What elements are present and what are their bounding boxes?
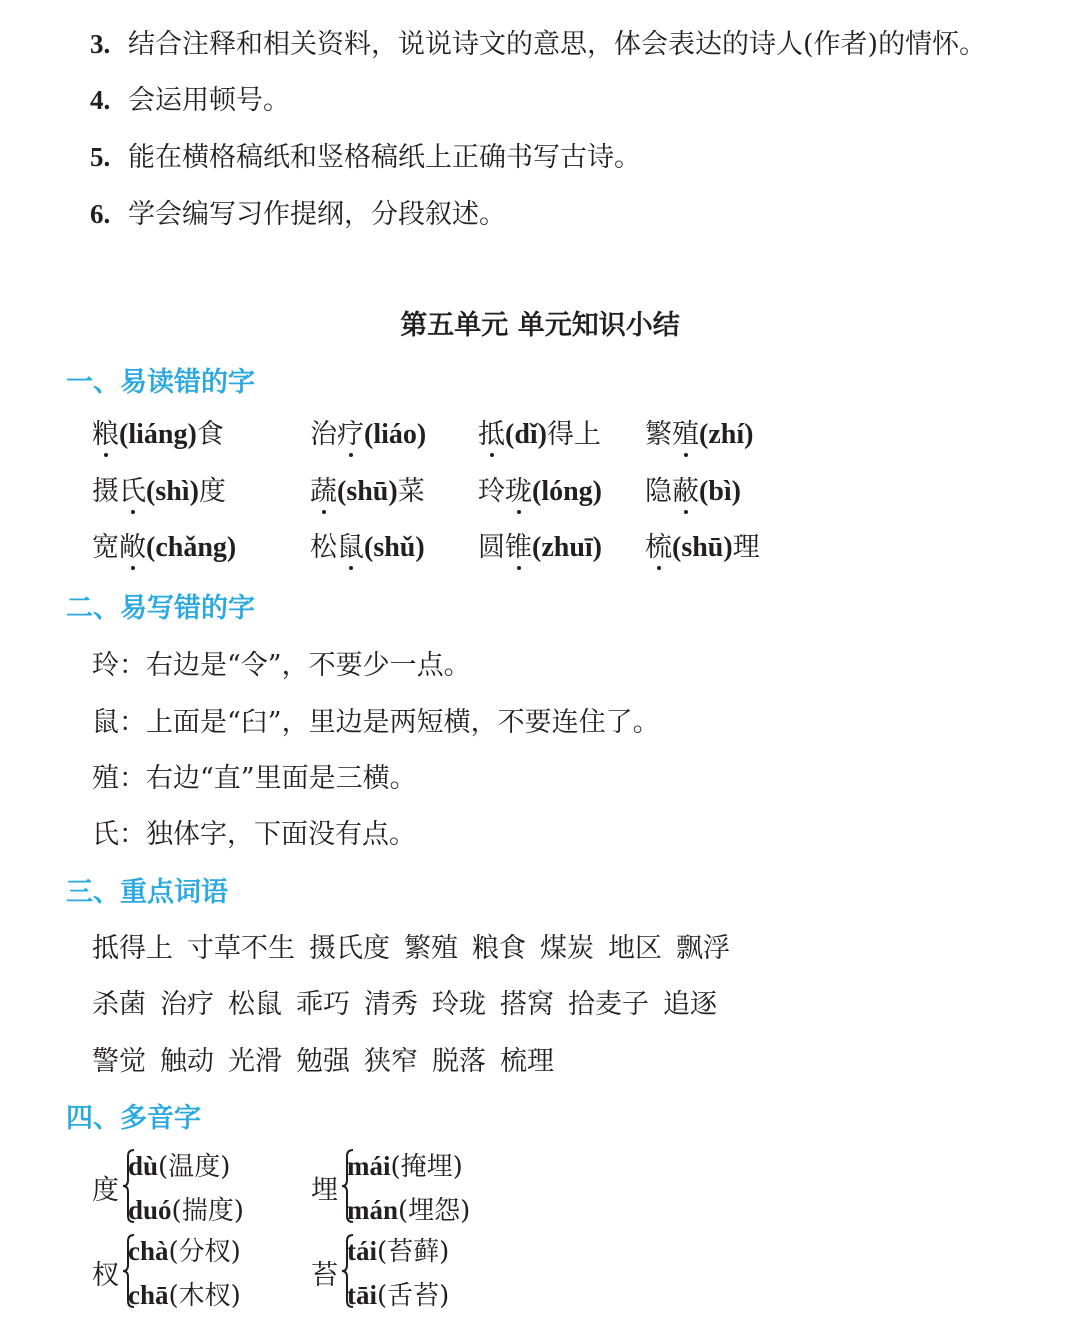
- word-part: 得上: [547, 419, 601, 450]
- example-word: (舌苔): [377, 1281, 450, 1311]
- pinyin: (zhí): [699, 419, 754, 450]
- pinyin: chà: [128, 1236, 169, 1266]
- pinyin: (zhuī): [532, 532, 602, 563]
- read-error-item: [92, 469, 226, 508]
- example-word: (苔藓): [377, 1237, 450, 1267]
- goal-number: 5.: [90, 142, 111, 172]
- word-part: 摄: [92, 476, 119, 507]
- word-part: 菜: [397, 476, 425, 507]
- emphasized-char: 殖: [672, 412, 699, 451]
- read-error-item: [645, 525, 760, 564]
- pinyin: (chǎng): [146, 532, 237, 563]
- key-word: 勉强: [296, 1046, 350, 1077]
- key-word: 煤炭: [540, 933, 594, 964]
- word-part: 玲: [478, 476, 505, 507]
- emphasized-char: 氏: [119, 469, 146, 508]
- pinyin: mái: [347, 1151, 391, 1181]
- pinyin: dù: [128, 1151, 159, 1181]
- write-error-item: 氏：独体字，下面没有点。: [92, 819, 416, 850]
- read-error-item: [645, 469, 741, 508]
- emphasized-char: 蔬: [310, 469, 337, 508]
- read-error-item: [478, 525, 602, 564]
- key-word: 拾麦子: [568, 989, 649, 1020]
- word-part: 繁: [645, 419, 672, 450]
- example-word: (埋怨): [398, 1196, 471, 1226]
- read-error-item: [92, 412, 224, 451]
- goal-number: 6.: [90, 199, 111, 229]
- emphasized-char: 抵: [478, 412, 505, 451]
- read-error-item: [92, 525, 236, 564]
- pinyin: duó: [128, 1195, 172, 1225]
- emphasized-char: 锥: [505, 525, 532, 564]
- word-part: 圆: [478, 532, 505, 563]
- word-part: 理: [732, 532, 760, 563]
- read-error-item: [310, 412, 426, 451]
- write-error-item: 鼠：上面是“臼”，里边是两短横，不要连住了。: [92, 707, 660, 738]
- word-row: [92, 926, 744, 965]
- word-part: 宽: [92, 532, 119, 563]
- unit-title: 第五单元 单元知识小结: [400, 310, 680, 341]
- emphasized-char: 蔽: [672, 469, 699, 508]
- pinyin: (shū): [672, 532, 733, 563]
- polyphone-char: 度: [92, 1175, 119, 1206]
- key-word: 玲珑: [432, 989, 486, 1020]
- key-word: 飘浮: [676, 933, 730, 964]
- key-word: 抵得上: [92, 933, 173, 964]
- section-heading-polyphones: 四、多音字: [66, 1103, 201, 1134]
- pinyin: tái: [347, 1236, 377, 1266]
- goal-number: 4.: [90, 85, 111, 115]
- key-word: 摄氏度: [309, 933, 390, 964]
- polyphone-char: 杈: [92, 1260, 119, 1291]
- key-word: 搭窝: [500, 989, 554, 1020]
- key-word: 繁殖: [404, 933, 458, 964]
- example-word: (温度): [158, 1152, 231, 1182]
- emphasized-char: 疗: [337, 412, 364, 451]
- polyphone-reading: [347, 1231, 449, 1268]
- goal-text: 学会编写习作提纲，分段叙述。: [128, 199, 506, 230]
- section-heading-read-errors: 一、易读错的字: [66, 367, 255, 398]
- polyphone-char: 苔: [311, 1260, 338, 1291]
- read-error-item: [310, 469, 425, 508]
- goal-text: 结合注释和相关资料，说说诗文的意思，体会表达的诗人(作者)的情怀。: [128, 29, 987, 60]
- word-row: [92, 1039, 568, 1078]
- word-part: 治: [310, 419, 337, 450]
- polyphone-reading: [128, 1190, 244, 1227]
- pinyin: (liáng): [119, 419, 197, 450]
- word-part: 松: [310, 532, 337, 563]
- section-heading-key-words: 三、重点词语: [66, 877, 228, 908]
- pinyin: (lóng): [532, 476, 602, 507]
- polyphone-reading: [128, 1275, 241, 1312]
- write-error-item: 玲：右边是“令”，不要少一点。: [92, 650, 471, 681]
- pinyin: (shì): [146, 476, 199, 507]
- key-word: 脱落: [432, 1046, 486, 1077]
- pinyin: mán: [347, 1195, 399, 1225]
- read-error-item: [310, 525, 425, 564]
- goal-item: [90, 22, 986, 61]
- goal-text: 能在横格稿纸和竖格稿纸上正确书写古诗。: [128, 142, 641, 173]
- polyphone-reading: [128, 1146, 230, 1183]
- polyphone-reading: [347, 1275, 449, 1312]
- key-word: 狭窄: [364, 1046, 418, 1077]
- goal-number: 3.: [90, 29, 111, 59]
- key-word: 触动: [160, 1046, 214, 1077]
- pinyin: (shū): [337, 476, 398, 507]
- pinyin: (shǔ): [364, 532, 425, 563]
- key-word: 梳理: [500, 1046, 554, 1077]
- example-word: (木杈): [168, 1281, 241, 1311]
- pinyin: (dǐ): [505, 419, 547, 450]
- read-error-item: [645, 412, 753, 451]
- word-row: [92, 982, 731, 1021]
- polyphone-reading: [347, 1146, 463, 1183]
- key-word: 警觉: [92, 1046, 146, 1077]
- key-word: 追逐: [663, 989, 717, 1020]
- word-part: 食: [196, 419, 224, 450]
- example-word: (揣度): [171, 1196, 244, 1226]
- key-word: 清秀: [364, 989, 418, 1020]
- word-part: 隐: [645, 476, 672, 507]
- emphasized-char: 珑: [505, 469, 532, 508]
- section-heading-write-errors: 二、易写错的字: [66, 593, 255, 624]
- example-word: (掩埋): [390, 1152, 463, 1182]
- read-error-item: [478, 412, 601, 451]
- key-word: 松鼠: [228, 989, 282, 1020]
- emphasized-char: 鼠: [337, 525, 364, 564]
- goal-item: [90, 192, 506, 231]
- emphasized-char: 粮: [92, 412, 119, 451]
- goal-item: [90, 135, 641, 174]
- key-word: 粮食: [472, 933, 526, 964]
- key-word: 杀菌: [92, 989, 146, 1020]
- key-word: 地区: [608, 933, 662, 964]
- pinyin: (bì): [699, 476, 741, 507]
- read-error-item: [478, 469, 602, 508]
- word-part: 度: [198, 476, 226, 507]
- pinyin: chā: [128, 1280, 169, 1310]
- goal-text: 会运用顿号。: [128, 85, 290, 116]
- polyphone-reading: [128, 1231, 241, 1268]
- key-word: 寸草不生: [187, 933, 295, 964]
- emphasized-char: 梳: [645, 525, 672, 564]
- key-word: 治疗: [160, 989, 214, 1020]
- key-word: 乖巧: [296, 989, 350, 1020]
- key-word: 光滑: [228, 1046, 282, 1077]
- polyphone-reading: [347, 1190, 470, 1227]
- pinyin: (liáo): [364, 419, 427, 450]
- pinyin: tāi: [347, 1280, 377, 1310]
- write-error-item: 殖：右边“直”里面是三横。: [92, 763, 417, 794]
- emphasized-char: 敞: [119, 525, 146, 564]
- polyphone-char: 埋: [311, 1175, 338, 1206]
- example-word: (分杈): [168, 1237, 241, 1267]
- goal-item: [90, 78, 290, 117]
